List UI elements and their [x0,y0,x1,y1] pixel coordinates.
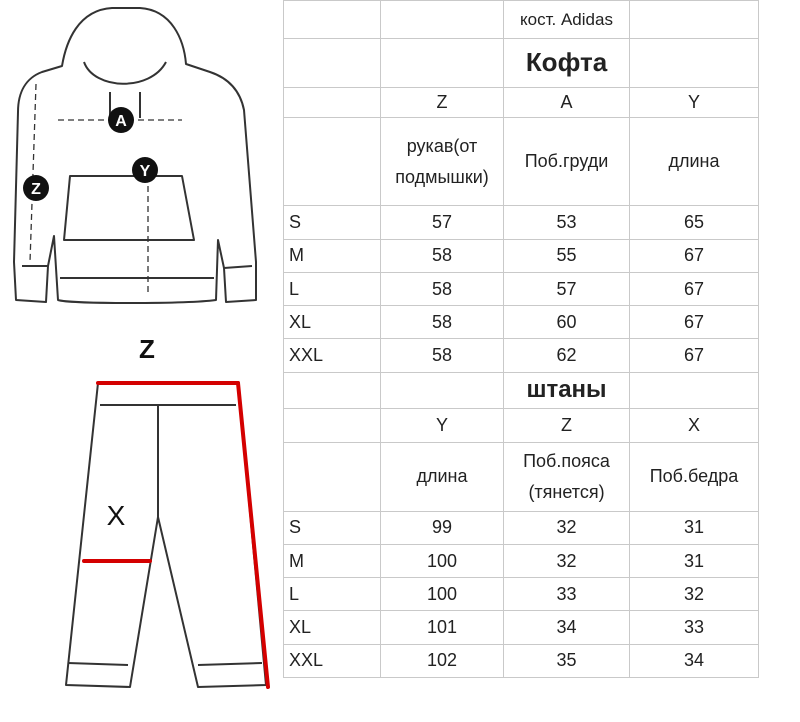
value-cell: 58 [381,306,504,339]
value-cell: 57 [504,272,630,305]
value-cell: 57 [381,206,504,239]
pants-section-title: штаны [504,372,630,408]
table-row [284,511,759,544]
value-cell: 34 [630,644,759,677]
jacket-code-z: Z [381,87,504,117]
table-row [284,544,759,577]
value-cell: 60 [504,306,630,339]
size-cell: XXL [284,644,381,677]
jacket-code-y: Y [630,87,759,117]
value-cell: 35 [504,644,630,677]
value-cell: 33 [504,578,630,611]
value-cell: 62 [504,339,630,372]
jacket-desc-chest: Поб.груди [504,117,630,206]
value-cell: 31 [630,511,759,544]
size-table [283,0,759,678]
value-cell: 67 [630,339,759,372]
pants-code-x: X [630,408,759,442]
pants-code-z: Z [504,408,630,442]
value-cell: 55 [504,239,630,272]
value-cell: 58 [381,239,504,272]
pants-diagram [30,345,285,700]
size-cell: XL [284,611,381,644]
table-row [284,578,759,611]
value-cell: 32 [504,511,630,544]
size-cell: L [284,578,381,611]
hoodie-measure-lines [30,84,182,292]
table-row [284,206,759,239]
hoodie-marker-y [132,157,158,183]
value-cell: 100 [381,578,504,611]
pants-z-label: Z [139,334,155,364]
value-cell: 100 [381,544,504,577]
pants-desc-length: длина [381,443,504,512]
value-cell: 102 [381,644,504,677]
pants-x-label: X [106,500,126,531]
hoodie-outline [14,8,256,303]
jacket-desc-sleeve: рукав(от подмышки) [381,117,504,206]
hoodie-marker-a-label: A [115,113,127,130]
pants-desc-hip: Поб.бедра [630,443,759,512]
hoodie-marker-a [108,107,134,133]
table-row [284,272,759,305]
value-cell: 31 [630,544,759,577]
value-cell: 32 [630,578,759,611]
size-cell: M [284,544,381,577]
value-cell: 32 [504,544,630,577]
jacket-desc-length: длина [630,117,759,206]
table-row [284,644,759,677]
value-cell: 53 [504,206,630,239]
value-cell: 58 [381,272,504,305]
value-cell: 67 [630,239,759,272]
value-cell: 99 [381,511,504,544]
table-row [284,611,759,644]
value-cell: 58 [381,339,504,372]
value-cell: 65 [630,206,759,239]
value-cell: 101 [381,611,504,644]
brand-label: кост. Adidas [504,1,630,39]
pants-measure-lines [84,383,268,687]
hoodie-diagram [0,0,282,322]
pants-desc-waist: Поб.пояса (тянется) [504,443,630,512]
value-cell: 67 [630,306,759,339]
pants-code-y: Y [381,408,504,442]
hoodie-marker-y-label: Y [139,163,151,180]
size-cell: XL [284,306,381,339]
table-row [284,239,759,272]
table-row [284,306,759,339]
jacket-section-title: Кофта [504,39,630,87]
value-cell: 33 [630,611,759,644]
pants-outline [66,383,266,687]
value-cell: 67 [630,272,759,305]
size-cell: XXL [284,339,381,372]
size-cell: S [284,511,381,544]
value-cell: 34 [504,611,630,644]
size-cell: M [284,239,381,272]
size-cell: S [284,206,381,239]
hoodie-marker-z [23,175,49,201]
jacket-code-a: A [504,87,630,117]
table-row [284,339,759,372]
hoodie-marker-z-label: Z [31,181,41,198]
size-cell: L [284,272,381,305]
